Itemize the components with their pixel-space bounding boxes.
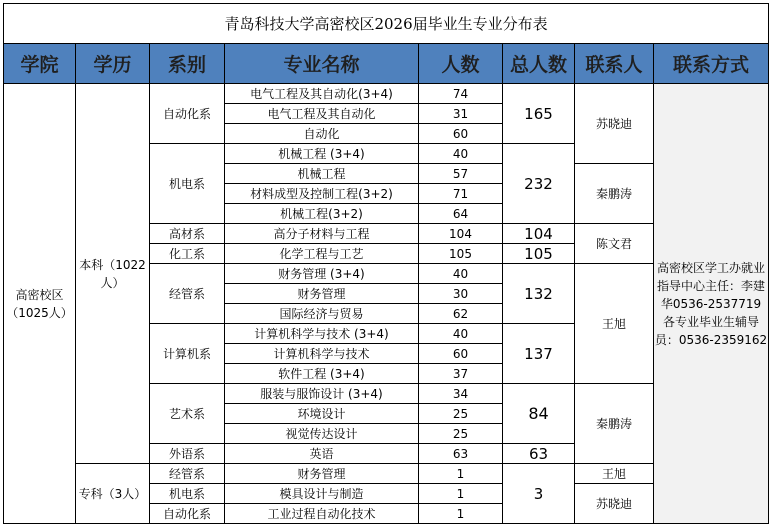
header-contact-person: 联系人 — [575, 44, 654, 84]
major-cell: 机械工程(3+2) — [225, 204, 419, 224]
total-chemical-cell: 105 — [503, 244, 575, 264]
contact-info-line1: 高密校区学工办就业指导中心主任：李建华0536-2537719 — [657, 260, 766, 311]
college-cell: 高密校区（1025人） — [4, 84, 76, 524]
count-cell: 105 — [419, 244, 503, 264]
count-cell: 40 — [419, 324, 503, 344]
count-cell: 104 — [419, 224, 503, 244]
header-contact-info: 联系方式 — [654, 44, 769, 84]
total-computer-cell: 137 — [503, 324, 575, 384]
contact-person-cell: 秦鹏涛 — [575, 384, 654, 464]
dept-economics-cell: 经管系 — [150, 264, 225, 324]
count-cell: 40 — [419, 144, 503, 164]
contact-person-cell: 陈文君 — [575, 224, 654, 264]
count-cell: 57 — [419, 164, 503, 184]
level-benke-cell: 本科（1022人） — [76, 84, 150, 464]
header-total: 总人数 — [503, 44, 575, 84]
count-cell: 74 — [419, 84, 503, 104]
count-cell: 63 — [419, 444, 503, 464]
major-cell: 财务管理 — [225, 284, 419, 304]
dept-mechatronics-cell: 机电系 — [150, 144, 225, 224]
major-cell: 机械工程 (3+4) — [225, 144, 419, 164]
dept-automation-cell: 自动化系 — [150, 84, 225, 144]
header-college: 学院 — [4, 44, 76, 84]
major-cell: 财务管理 — [225, 464, 419, 484]
dept-zk-automation-cell: 自动化系 — [150, 504, 225, 524]
major-cell: 服装与服饰设计 (3+4) — [225, 384, 419, 404]
contact-person-cell: 王旭 — [575, 464, 654, 484]
total-materials-cell: 104 — [503, 224, 575, 244]
dept-foreign-cell: 外语系 — [150, 444, 225, 464]
total-economics-cell: 132 — [503, 264, 575, 324]
count-cell: 62 — [419, 304, 503, 324]
contact-info-cell — [654, 84, 769, 524]
count-cell: 64 — [419, 204, 503, 224]
count-cell: 40 — [419, 264, 503, 284]
count-cell: 60 — [419, 344, 503, 364]
major-cell: 财务管理 (3+4) — [225, 264, 419, 284]
major-cell: 材料成型及控制工程(3+2) — [225, 184, 419, 204]
contact-person-cell: 秦鹏涛 — [575, 164, 654, 224]
table-title: 青岛科技大学高密校区2026届毕业生专业分布表 — [4, 4, 769, 44]
major-cell: 高分子材料与工程 — [225, 224, 419, 244]
count-cell: 60 — [419, 124, 503, 144]
major-cell: 英语 — [225, 444, 419, 464]
header-major: 专业名称 — [225, 44, 419, 84]
major-cell: 计算机科学与技术 — [225, 344, 419, 364]
dept-art-cell: 艺术系 — [150, 384, 225, 444]
table-row — [4, 84, 769, 104]
header-dept: 系别 — [150, 44, 225, 84]
contact-person-cell: 王旭 — [575, 264, 654, 384]
contact-person-cell: 苏晓迪 — [575, 84, 654, 164]
total-mech-cell: 232 — [503, 144, 575, 224]
total-zhuanke-cell: 3 — [503, 464, 575, 524]
header-row — [4, 44, 769, 84]
count-cell: 25 — [419, 404, 503, 424]
count-cell: 37 — [419, 364, 503, 384]
distribution-table-container — [3, 3, 768, 524]
distribution-table — [3, 3, 769, 524]
count-cell: 71 — [419, 184, 503, 204]
contact-info-line2: 各专业毕业生辅导员：0536-2359162 — [654, 314, 768, 347]
dept-zk-mechatronics-cell: 机电系 — [150, 484, 225, 504]
dept-chemical-cell: 化工系 — [150, 244, 225, 264]
count-cell: 1 — [419, 504, 503, 524]
dept-zk-economics-cell: 经管系 — [150, 464, 225, 484]
count-cell: 34 — [419, 384, 503, 404]
count-cell: 31 — [419, 104, 503, 124]
major-cell: 国际经济与贸易 — [225, 304, 419, 324]
level-zhuanke-cell: 专科（3人） — [76, 464, 150, 524]
major-cell: 软件工程 (3+4) — [225, 364, 419, 384]
total-art-cell: 84 — [503, 384, 575, 444]
count-cell: 1 — [419, 484, 503, 504]
major-cell: 计算机科学与技术 (3+4) — [225, 324, 419, 344]
major-cell: 电气工程及其自动化 — [225, 104, 419, 124]
total-automation-cell: 165 — [503, 84, 575, 144]
total-foreign-cell: 63 — [503, 444, 575, 464]
dept-materials-cell: 高材系 — [150, 224, 225, 244]
header-count: 人数 — [419, 44, 503, 84]
header-level: 学历 — [76, 44, 150, 84]
count-cell: 30 — [419, 284, 503, 304]
major-cell: 电气工程及其自动化(3+4) — [225, 84, 419, 104]
major-cell: 环境设计 — [225, 404, 419, 424]
dept-computer-cell: 计算机系 — [150, 324, 225, 384]
major-cell: 视觉传达设计 — [225, 424, 419, 444]
major-cell: 工业过程自动化技术 — [225, 504, 419, 524]
major-cell: 模具设计与制造 — [225, 484, 419, 504]
count-cell: 1 — [419, 464, 503, 484]
major-cell: 机械工程 — [225, 164, 419, 184]
major-cell: 化学工程与工艺 — [225, 244, 419, 264]
major-cell: 自动化 — [225, 124, 419, 144]
contact-person-cell: 苏晓迪 — [575, 484, 654, 524]
count-cell: 25 — [419, 424, 503, 444]
